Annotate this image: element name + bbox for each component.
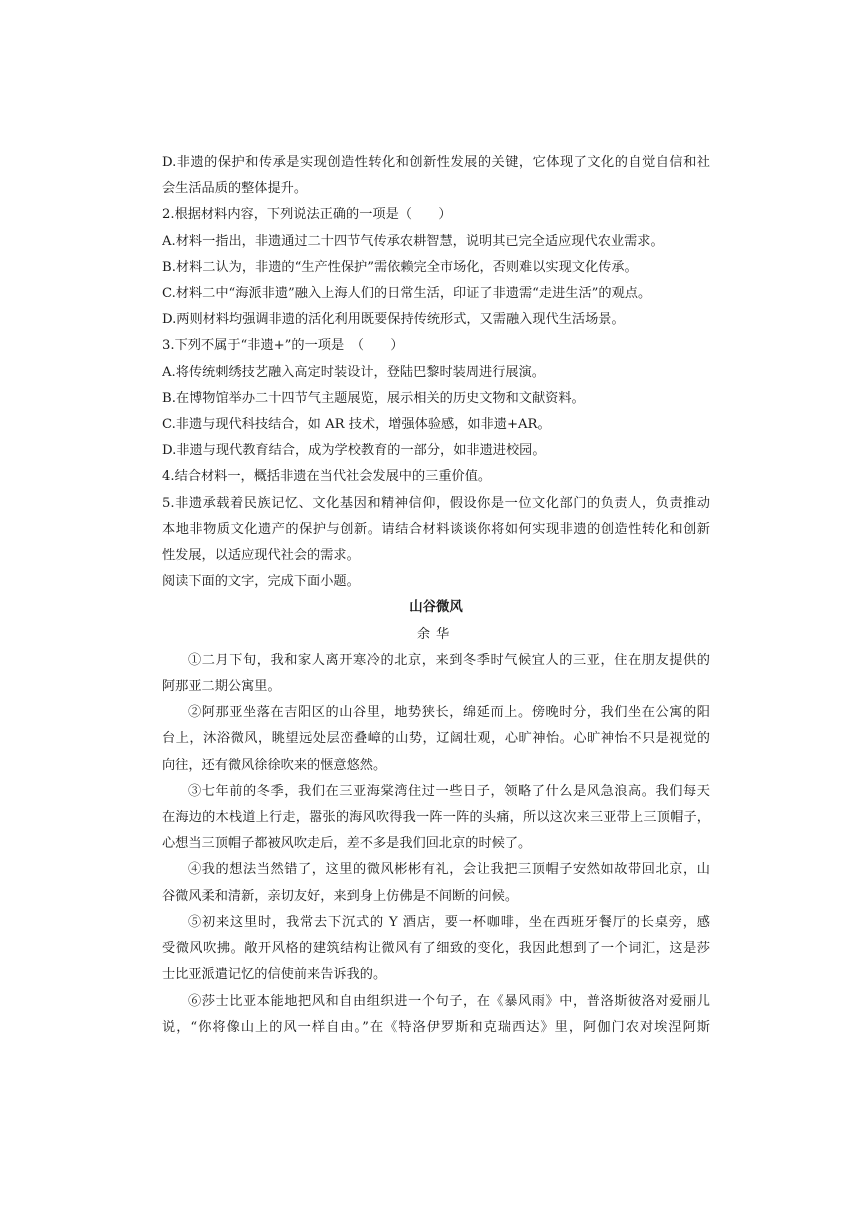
text-line: ①二月下旬，我和家人离开寒冷的北京，来到冬季时气候宜人的三亚，住在朋友提供的 xyxy=(188,652,710,668)
reading-instruction: 阅读下面的文字，完成下面小题。 xyxy=(162,574,360,590)
q1-option-d xyxy=(162,150,710,202)
text-line: ③七年前的冬季，我们在三亚海棠湾住过一些日子，领略了什么是风急浪高。我们每天 xyxy=(188,783,710,799)
text-line: 谷微风柔和清新，亲切友好，来到身上仿佛是不间断的问候。 xyxy=(162,888,519,904)
text-line: ②阿那亚坐落在吉阳区的山谷里，地势狭长，绵延而上。傍晚时分，我们坐在公寓的阳 xyxy=(188,705,710,721)
question-stem: 2.根据材料内容，下列说法正确的一项是（ ） xyxy=(162,207,452,223)
text-line: ⑥莎士比亚本能地把风和自由组织进一个句子，在《暴风雨》中，普洛斯彼洛对爱丽儿 xyxy=(188,993,710,1009)
option-c: C.非遗与现代科技结合，如 AR 技术，增强体验感，如非遗+AR。 xyxy=(162,417,551,433)
text-line: 在海边的木栈道上行走，嚣张的海风吹得我一阵一阵的头痛，所以这次来三亚带上三顶帽子， xyxy=(162,810,710,826)
text-line: 说，“你将像山上的风一样自由。”在《特洛伊罗斯和克瑞西达》里，阿伽门农对埃涅阿斯 xyxy=(162,1019,710,1035)
text-line: 心想当三顶帽子都被风吹走后，差不多是我们回北京的时候了。 xyxy=(162,836,532,852)
question-5 xyxy=(162,491,710,570)
question-stem: 4.结合材料一，概括非遗在当代社会发展中的三重价值。 xyxy=(162,469,492,485)
option-b: B.材料二认为，非遗的“生产性保护”需依赖完全市场化，否则难以实现文化传承。 xyxy=(162,259,638,275)
essay-paragraph-4 xyxy=(162,857,710,909)
essay-paragraph-3 xyxy=(162,779,710,858)
essay-paragraph-5 xyxy=(162,910,710,989)
question-2 xyxy=(162,202,710,333)
option-b: B.在博物馆举办二十四节气主题展览，展示相关的历史文物和文献资料。 xyxy=(162,390,585,406)
text-line: 台上，沐浴微风，眺望远处层峦叠嶂的山势，辽阔壮观，心旷神怡。心旷神怡不只是视觉的 xyxy=(162,731,710,747)
option-c: C.材料二中“海派非遗”融入上海人们的日常生活，印证了非遗需“走进生活”的观点。 xyxy=(162,286,652,302)
option-a: A.将传统刺绣技艺融入高定时装设计，登陆巴黎时装周进行展演。 xyxy=(162,364,545,380)
text-line: 阿那亚二期公寓里。 xyxy=(162,679,281,695)
essay-paragraph-2 xyxy=(162,700,710,779)
text-line: 向往，还有微风徐徐吹来的惬意悠然。 xyxy=(162,757,387,773)
option-a: A.材料一指出，非遗通过二十四节气传承农耕智慧，说明其已完全适应现代农业需求。 xyxy=(162,233,664,249)
text-line: 受微风吹拂。敞开风格的建筑结构让微风有了细致的变化，我因此想到了一个词汇，这是莎 xyxy=(162,941,710,957)
text-line: D.非遗的保护和传承是实现创造性转化和创新性发展的关键，它体现了文化的自觉自信和社 xyxy=(162,155,710,170)
question-4 xyxy=(162,464,710,490)
essay-paragraph-6 xyxy=(162,989,710,1041)
essay-paragraph-1 xyxy=(162,648,710,700)
text-line: 5.非遗承载着民族记忆、文化基因和精神信仰，假设你是一位文化部门的负责人，负责推动 xyxy=(162,495,710,511)
text-line: 会生活品质的整体提升。 xyxy=(162,181,308,197)
essay-author: 余华 xyxy=(416,626,456,642)
exam-page xyxy=(162,150,710,1041)
text-line: 本地非物质文化遗产的保护与创新。请结合材料谈谈你将如何实现非遗的创造性转化和创新 xyxy=(162,521,710,537)
text-line: 性发展，以适应现代社会的需求。 xyxy=(162,548,360,564)
question-stem: 3.下列不属于“非遗+”的一项是 （ ） xyxy=(162,338,404,354)
text-line: 士比亚派遣记忆的信使前来告诉我的。 xyxy=(162,967,387,983)
option-d: D.非遗与现代教育结合，成为学校教育的一部分，如非遗进校园。 xyxy=(162,443,546,459)
text-line: ④我的想法当然错了，这里的微风彬彬有礼，会让我把三顶帽子安然如故带回北京，山 xyxy=(188,862,710,878)
essay-title: 山谷微风 xyxy=(409,600,463,616)
option-d: D.两则材料均强调非遗的活化利用既要保持传统形式，又需融入现代生活场景。 xyxy=(162,312,625,328)
question-3 xyxy=(162,333,710,464)
text-line: ⑤初来这里时，我常去下沉式的 Y 酒店，要一杯咖啡，坐在西班牙餐厅的长桌旁，感 xyxy=(188,914,710,930)
